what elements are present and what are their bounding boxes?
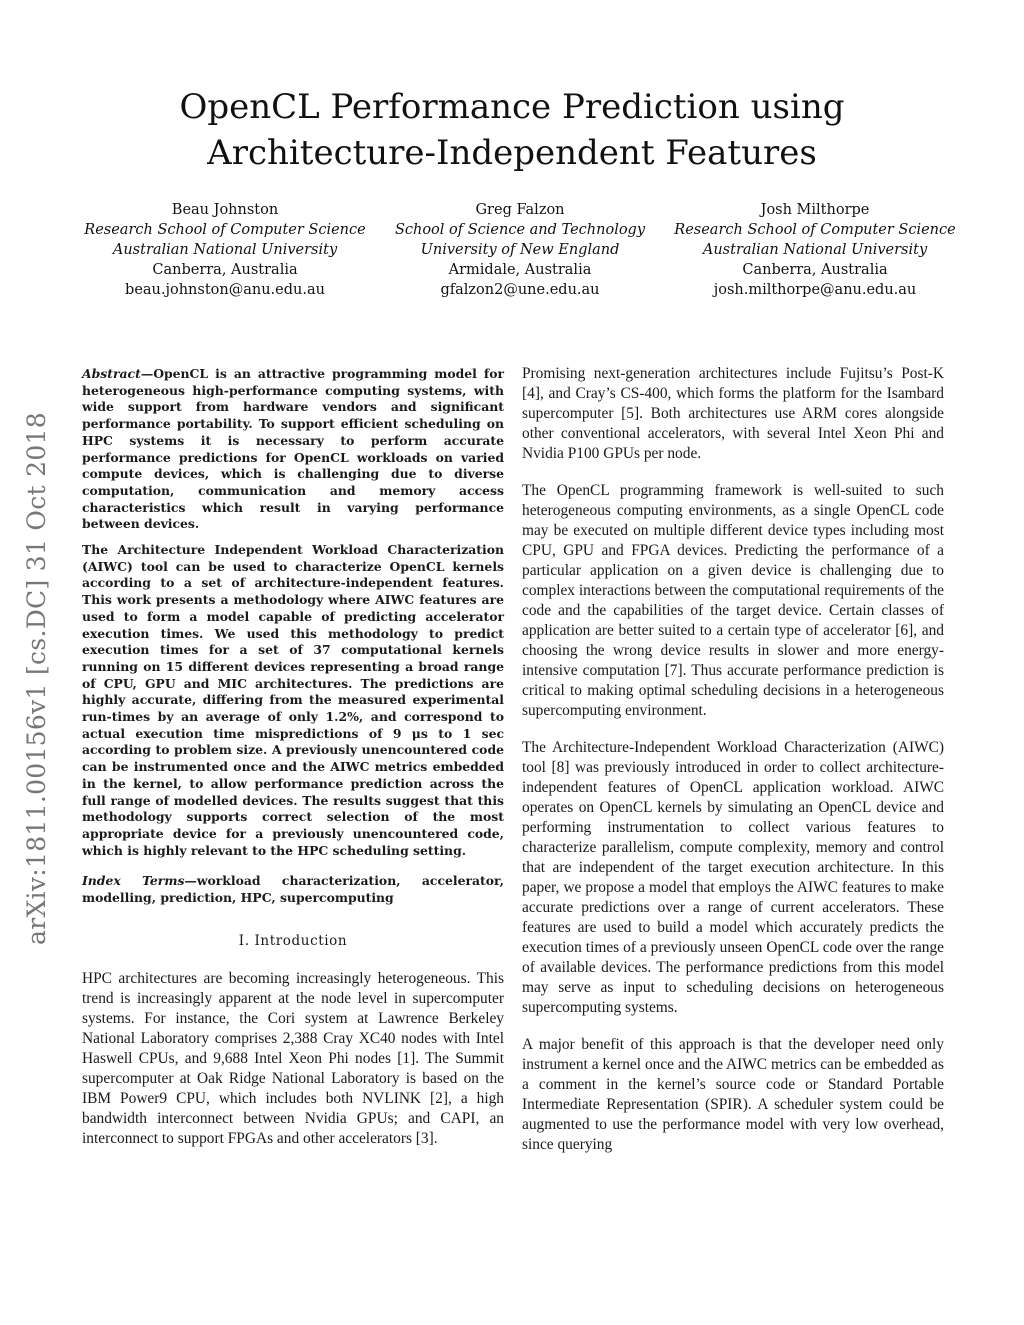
author-location: Canberra, Australia [742,262,888,278]
right-column [522,364,944,1172]
body-paragraph: Promising next-generation architectures include Fujitsu’s Post-K [4], and Cray’s CS-400, which forms the platform for the Isambard supercomputer [5]. Both architectures use ARM cores alongside other conventional accelerators, with several Intel Xeon Phi and Nvidia P100 GPUs per node. [522,365,944,462]
author-institution: Australian National University [112,242,338,258]
index-terms-label: Index Terms [82,873,185,889]
author-name: Greg Falzon [475,202,565,218]
abstract-paragraph [82,366,504,533]
author-name: Josh Milthorpe [760,202,870,218]
author-card [80,200,370,300]
author-name: Beau Johnston [171,202,279,218]
author-card [375,200,665,300]
abstract-label: Abstract [82,366,141,381]
abstract-paragraph-2: The Architecture Independent Workload Characterization (AIWC) tool can be used to characterize OpenCL kernels according to a set of architecture-independent features. This work presents a methodology where AIWC features are used to form a model capable of predicting accelerator execution times. We used this methodology to predict execution times for a set of 37 computational kernels running on 15 different devices representing a broad range of CPU, GPU and MIC architectures. The predictions are highly accurate, differing from the measured experimental run-times by an average of only 1.2%, and correspond to actual execution time mispredictions of 9 μs to 1 sec according to problem size. A previously unencountered code can be instrumented once and the AIWC metrics embedded in the kernel, to allow performance prediction across the full range of modelled devices. The results suggest that this methodology supports correct selection of the most appropriate device for a previously unencountered code, which is highly relevant to the HPC scheduling setting. [82,542,504,858]
author-affiliation: Research School of Computer Science [674,222,956,238]
author-affiliation: Research School of Computer Science [84,222,366,238]
author-block [80,200,960,300]
intro-paragraph: HPC architectures are becoming increasingly heterogeneous. This trend is increasingly apparent at the node level in supercomputer systems. For instance, the Cori system at Lawrence Berkeley National Laboratory comprises 2,388 Cray XC40 nodes with Intel Haswell CPUs, and 9,688 Intel Xeon Phi nodes [1]. The Summit supercomputer at Oak Ridge National Laboratory is based on the IBM Power9 CPU, which includes both NVLINK [2], a high bandwidth interconnect between Nvidia GPUs; and CAPI, an interconnect to support FPGAs and other accelerators [3]. [82,969,504,1147]
body-paragraph: The OpenCL programming framework is well-suited to such heterogeneous computing environments, as a single OpenCL code may be executed on multiple different device types including most CPU, GPU and FPGA devices. Predicting the performance of a particular application on a given device is challenging due to complex interactions between the computational requirements of the code and the capabilities of the target device. Certain classes of application are better suited to a certain type of accelerator [6], and choosing the wrong device results in slower and more energy-intensive computation [7]. Thus accurate performance prediction is critical to making optimal scheduling decisions in a heterogeneous supercomputing environment. [522,482,944,719]
author-institution: Australian National University [702,242,928,258]
author-email: gfalzon2@une.edu.au [440,282,600,298]
title-line-1: OpenCL Performance Prediction using [179,87,845,127]
author-email: beau.johnston@anu.edu.au [125,282,325,298]
body-paragraph: The Architecture-Independent Workload Characterization (AIWC) tool [8] was previously introduced in order to collect architecture-independent features of OpenCL application workload. AIWC operates on OpenCL kernels by simulating an OpenCL device and performing instrumentation to collect various features to characterize parallelism, compute complexity, memory and control that are independent of the target execution architecture. In this paper, we propose a model that employs the AIWC features to make accurate predictions over a range of current accelerators. These features are used to build a model which accurately predicts the execution times of a previously unseen OpenCL code over the range of available devices. The performance predictions from this model may serve as input to scheduling decisions on heterogeneous supercomputing systems. [522,739,944,1016]
author-location: Canberra, Australia [152,262,298,278]
abstract-text: —OpenCL is an attractive programming model for heterogeneous high-performance computing systems, with wide support from hardware vendors and significant performance portability. To support efficient scheduling on HPC systems it is necessary to perform accurate performance predictions for OpenCL workloads on varied compute devices, which is challenging due to diverse computation, communication and memory access characteristics which result in varying performance between devices. [82,366,504,532]
index-terms-text: —workload characterization, accelerator, modelling, prediction, HPC, supercomputing [82,873,504,906]
paper-title [0,84,1024,176]
arxiv-watermark: arXiv:1811.00156v1 [cs.DC] 31 Oct 2018 [22,412,51,945]
author-institution: University of New England [420,242,620,258]
section-heading: I. Introduction [238,932,348,949]
title-line-2: Architecture-Independent Features [207,133,817,173]
author-affiliation: School of Science and Technology [394,222,646,238]
body-paragraph: A major benefit of this approach is that the developer need only instrument a kernel once and the AIWC metrics can be embedded as a comment in the kernel’s source code or Standard Portable Intermediate Representation (SPIR). A scheduler system could be augmented to use the performance model with very low overhead, since querying [522,1036,944,1153]
left-column [82,366,504,1166]
author-location: Armidale, Australia [448,262,592,278]
author-card [670,200,960,300]
author-email: josh.milthorpe@anu.edu.au [713,282,917,298]
index-terms [82,873,504,906]
